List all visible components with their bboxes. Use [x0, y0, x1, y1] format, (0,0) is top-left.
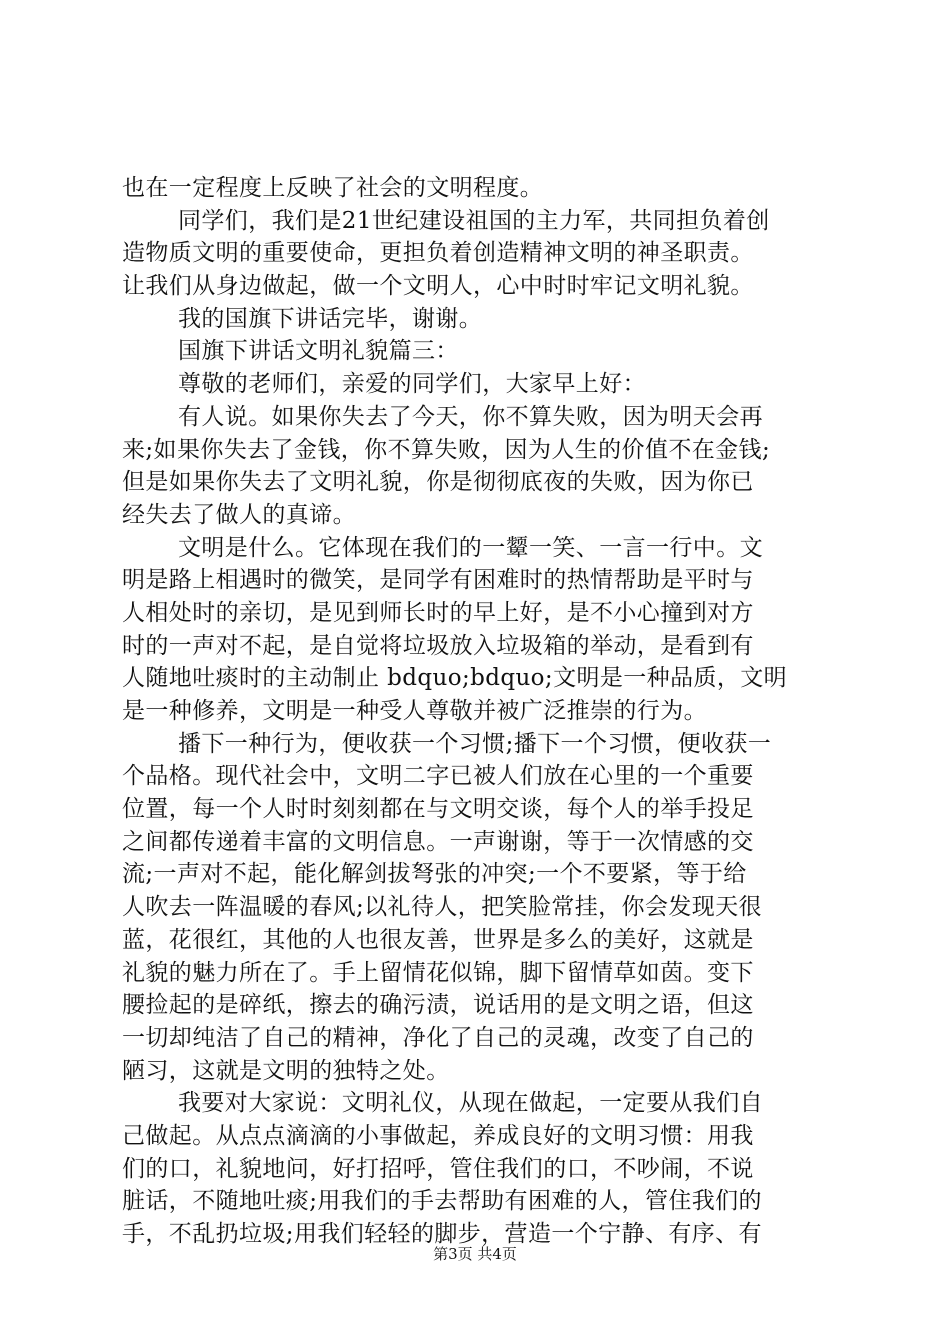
text-line: 播下一种行为，便收获一个习惯;播下一个习惯，便收获一 [178, 730, 772, 757]
text-line: 礼貌的魅力所在了。手上留情花似锦，脚下留情草如茵。变下 [122, 959, 754, 986]
text-line: 陋习，这就是文明的独特之处。 [122, 1057, 450, 1084]
text-line: 时的一声对不起，是自觉将垃圾放入垃圾箱的举动，是看到有 [122, 632, 754, 659]
text-line: 一切却纯洁了自己的精神，净化了自己的灵魂，改变了自己的 [122, 1024, 754, 1051]
text-line: 尊敬的老师们，亲爱的同学们，大家早上好： [178, 371, 646, 398]
text-line: 腰捡起的是碎纸，擦去的确污渍，说话用的是文明之语，但这 [122, 992, 754, 1019]
text-line: 个品格。现代社会中，文明二字已被人们放在心里的一个重要 [122, 763, 754, 790]
text-line: 我要对大家说：文明礼仪，从现在做起，一定要从我们自 [178, 1090, 763, 1117]
text-line: 有人说。如果你失去了今天，你不算失败，因为明天会再 [178, 403, 763, 430]
text-line: 之间都传递着丰富的文明信息。一声谢谢，等于一次情感的交 [122, 828, 754, 855]
text-line: 位置，每一个人时时刻刻都在与文明交谈，每个人的举手投足 [122, 796, 754, 823]
text-line: 来;如果你失去了金钱，你不算失败，因为人生的价值不在金钱; [122, 436, 771, 463]
document-body [122, 172, 842, 1251]
text-line: 是一种修养，文明是一种受人尊敬并被广泛推崇的行为。 [122, 698, 707, 724]
text-line: 手，不乱扔垃圾;用我们轻轻的脚步，营造一个宁静、有序、有 [122, 1221, 762, 1247]
text-line: 人相处时的亲切，是见到师长时的早上好，是不小心撞到对方 [122, 599, 754, 626]
text-line: 文明是什么。它体现在我们的一颦一笑、一言一行中。文 [178, 534, 763, 561]
text-line: 人吹去一阵温暖的春风;以礼待人，把笑脸常挂，你会发现天很 [122, 894, 762, 921]
text-line: 流;一声对不起，能化解剑拔弩张的冲突;一个不要紧，等于给 [122, 861, 747, 888]
text-line: 我的国旗下讲话完毕，谢谢。 [178, 305, 483, 332]
text-line: 经失去了做人的真谛。 [122, 501, 356, 528]
text-line: 己做起。从点点滴滴的小事做起，养成良好的文明习惯：用我 [122, 1122, 754, 1149]
text-line: 同学们，我们是21世纪建设祖国的主力军，共同担负着创 [178, 207, 770, 234]
text-line: 脏话，不随地吐痰;用我们的手去帮助有困难的人，管住我们的 [122, 1188, 762, 1215]
text-line: 国旗下讲话文明礼貌篇三： [178, 338, 459, 365]
text-line: 但是如果你失去了文明礼貌，你是彻彻底夜的失败，因为你已 [122, 469, 754, 496]
text-line: 人随地吐痰时的主动制止 bdquo;bdquo;文明是一种品质，文明 [122, 665, 788, 692]
text-line: 也在一定程度上反映了社会的文明程度。 [122, 175, 544, 201]
text-line: 们的口，礼貌地问，好打招呼，管住我们的口，不吵闹，不说 [122, 1155, 754, 1182]
text-line: 明是路上相遇时的微笑，是同学有困难时的热情帮助是平时与 [122, 567, 754, 594]
text-line: 让我们从身边做起，做一个文明人，心中时时牢记文明礼貌。 [122, 273, 754, 300]
text-line: 蓝，花很红，其他的人也很友善，世界是多么的美好，这就是 [122, 926, 754, 953]
page-number-footer: 第3页 共4页 [433, 1245, 517, 1263]
text-line: 造物质文明的重要使命，更担负着创造精神文明的神圣职责。 [122, 240, 754, 267]
